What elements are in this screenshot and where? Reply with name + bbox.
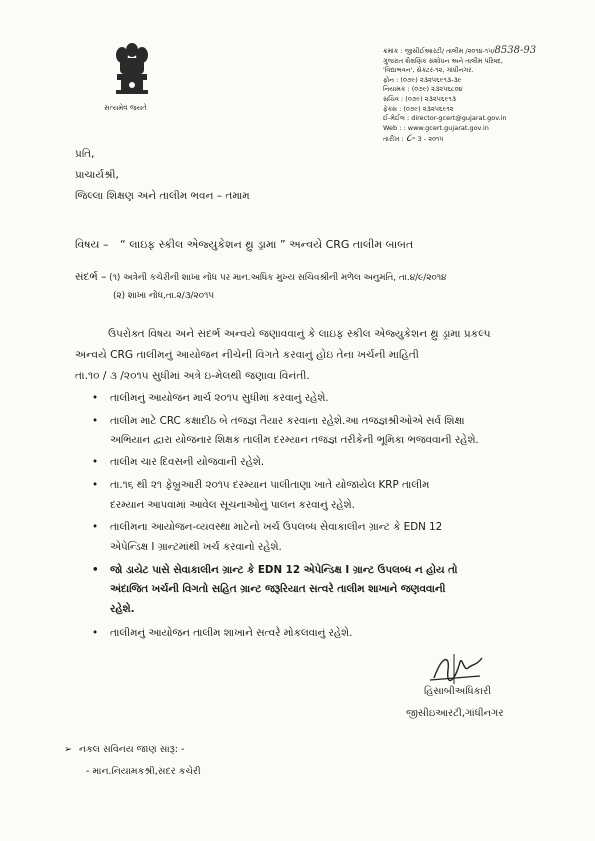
header-line: 'વિદ્યાભવન', સેક્ટર-૧૨, ગાંધીનગર. (383, 66, 474, 75)
list-item: • તાલીમનું આયોજન માર્ચ ૨૦૧૫ સુધીમાં કરવાનું રહેશે. (92, 392, 329, 404)
reference-label: સંદર્ભ – (75, 271, 107, 283)
reference-item: (૨) શાખા નોંધ,તા.૨/૩/૨૦૧૫ (113, 291, 215, 301)
letterhead (383, 46, 536, 145)
reference-line-1 (75, 271, 446, 284)
header-line: ફોન : (૦૭૯) ૨૩૨૫૬૯૧૩-૩૯ (383, 75, 462, 84)
list-item: • જો ડાયેટ પાસે સેવાકાલીન ગ્રાન્ટ કે EDN 12 એપેન્ડિક્ષ I ગ્રાન્ટ ઉપલબ્ધ ન હોય તો અંદાજિત ખર્ચની વિગતો સહિત ગ્રાન્ટ જરૂરિયાત સત્વરે તાલીમ શાખાને જણવવાની રહેશે. (92, 563, 458, 616)
subject-line (75, 238, 413, 252)
ref-label: ક્રમાંક : (383, 47, 403, 55)
national-emblem-icon (112, 40, 152, 102)
body-line: અન્વયે CRG તાલીમનું આયોજન નીચેની વિગતે કરવાનું હોઇ તેના ખર્ચની માહિતી (75, 349, 419, 361)
date-value: 3 - ૨૦૧૫ (417, 135, 444, 144)
ref-number: જીસીઈઆરટી/ તાલીમ /૨૦૧૪-૧૫/ (404, 47, 495, 55)
copy-to-label: ➢ નકલ સવિનય જાણ સારૂ: - (64, 744, 185, 755)
list-item: • તાલીમનું આયોજન તાલીમ શાખાને સત્વરે મોકલવાનું રહેશે. (92, 626, 353, 639)
signatory-office: જીસીઇઆરટી,ગાંધીનગર (406, 708, 504, 719)
subject-text: “ લાઇફ સ્કીલ એજ્યુકેશન થ્રુ ડ્રામા ” અન્વયે CRG તાલીમ બાબત (120, 238, 414, 251)
header-line: Web : : www.gcert.gujarat.gov.in (383, 123, 489, 132)
instruction-list (92, 389, 526, 643)
header-line: સચિવ : (૦૭૯) ૨૩૨૫૬૯૧૩ (383, 94, 456, 103)
emblem-caption: સત્યમેવ જયતે (104, 104, 147, 112)
list-item: • તાલીમ માટે CRC કક્ષાદીઠ બે તજજ્ઞ તૈયાર કરવાના રહેશે.આ તજજ્ઞશ્રીઓએ સર્વ શિક્ષા અભિયાન દ્વારા યોજનાર શિક્ષક તાલીમ દરમ્યાન તજજ્ઞ તરીકેની ભૂમિકા ભજવવાની રહેશે. (92, 414, 479, 447)
body-paragraph (75, 324, 524, 387)
address-line: જિલ્લા શિક્ષણ અને તાલીમ ભવન – તમામ (75, 190, 250, 202)
body-line: ઉપરોક્ત વિષય અને સંદર્ભ અન્વયે જણાવવાનું કે લાઇફ સ્કીલ એજ્યુકેશન થ્રુ ડ્રામા પ્રકલ્પ (108, 328, 491, 340)
list-item: • તાલીમના આયોજન-વ્યવસ્થા માટેનો ખર્ચ ઉપલબ્ધ સેવાકાલીન ગ્રાન્ટ કે EDN 12 એપેન્ડિક્ષ I ગ્રાન્ટમાંથી ખર્ચ કરવાનો રહેશે. (92, 521, 443, 553)
list-item: • તાલીમ ચાર દિવસની યોજવાની રહેશે. (92, 456, 265, 469)
address-line: પ્રાચાર્યશ્રી, (75, 169, 119, 181)
body-line: તા.૧૦ / ૩ /૨૦૧૫ સુધીમાં અત્રે ઇ-મેલથી જણાવા વિનંતી. (75, 370, 310, 382)
copy-to-item: - માન.નિયામકશ્રી,સદર કચેરી (86, 766, 201, 777)
arrow-bullet-icon: ➢ (64, 744, 72, 755)
date-handwritten: ૮- (405, 131, 416, 145)
ref-line (383, 46, 536, 57)
reference-item: (૧) અત્રેની કચેરીની શાખા નોંધ પર માન.અધિક મુખ્ય સચિવશ્રીની મળેલ અનુમતિ, તા.૪/૯/૨૦૧૪ (109, 273, 447, 283)
list-item: • તા.૧૬ થી ૨૧ ફેબ્રુઆરી ૨૦૧૫ દરમ્યાન પાલીતાણા ખાતે યોજાયેલ KRP તાલીમ દરમ્યાન આપવામાં આવેલ સૂચનાઓનું પાલન કરવાનું રહેશે. (92, 478, 430, 511)
recipient-address (75, 146, 250, 205)
subject-label: વિષય – (75, 238, 109, 251)
address-line: પ્રતિ, (75, 148, 95, 160)
header-line: ઈ-મેઈલ : director-gcert@gujarat.gov.in (383, 114, 507, 123)
header-line: ગુજરાત શૈક્ષણિક સંશોધન અને તાલીમ પરિષદ, (383, 56, 503, 65)
header-line: નિયામક : (૦૭૯) ૨૩૨૫૬૮૦૪ (383, 85, 463, 94)
signatory-title: હિસાબીઅધિકારી (424, 686, 492, 697)
header-line: ફેક્સ : (૦૭૯) ૨૩૨૫૬૯૧૨ (383, 104, 454, 113)
ref-handwritten: 8538-93 (494, 45, 537, 56)
date-line (383, 133, 536, 145)
date-label: તારીખ : (383, 135, 404, 144)
